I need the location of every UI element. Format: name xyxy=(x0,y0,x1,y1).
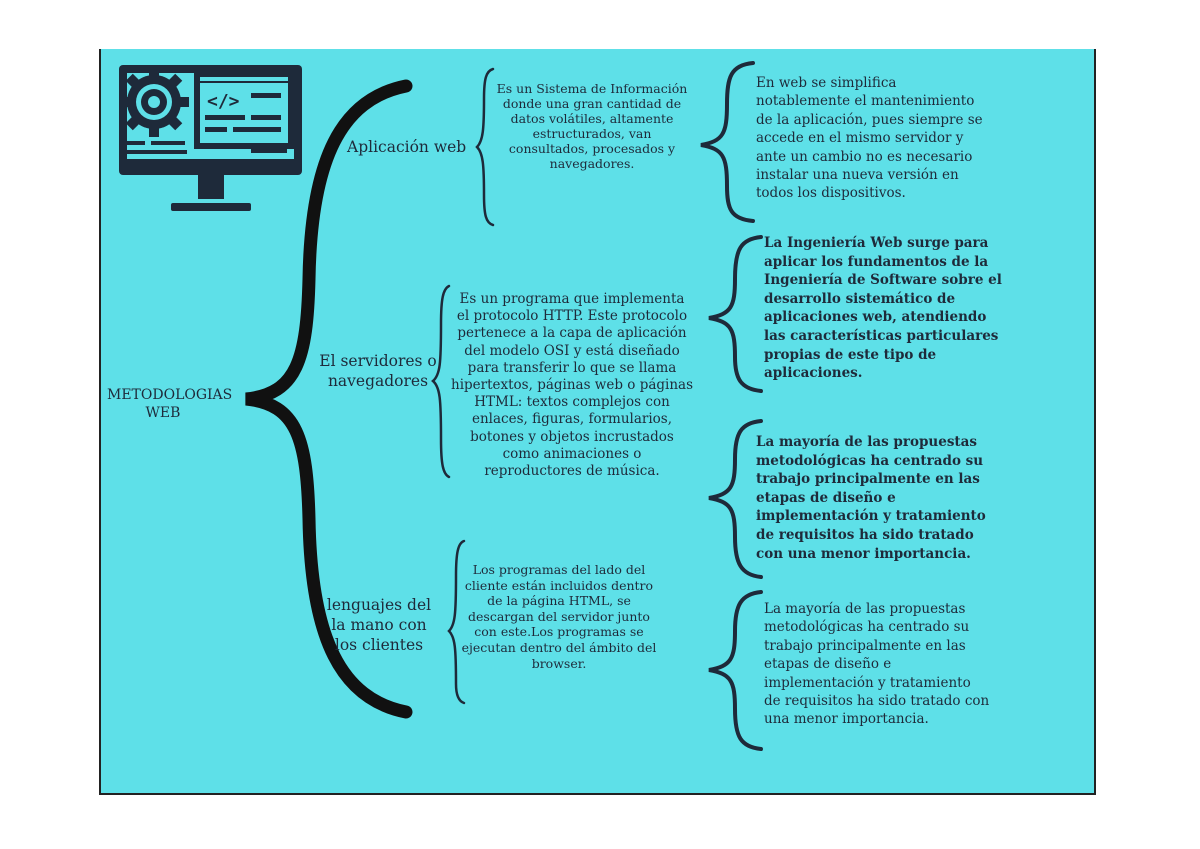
note-line: aplicaciones. xyxy=(764,365,863,382)
note-line: trabajo principalmente en las xyxy=(756,471,980,488)
note-line: las características particulares xyxy=(764,327,999,344)
brace-note-web xyxy=(701,63,753,221)
note-line: notablemente el mantenimiento xyxy=(756,93,975,110)
branch-label-line: El servidores o xyxy=(319,352,437,370)
note-line: de requisitos ha sido tratado xyxy=(756,526,974,543)
mind-map-board xyxy=(99,49,1096,795)
note-line: propias de este tipo de xyxy=(764,346,937,363)
description-line: con este.Los programas se xyxy=(474,624,644,640)
note-line: todos los dispositivos. xyxy=(756,185,906,202)
branch-label-line: Aplicación web xyxy=(347,138,467,156)
description-line: Es un Sistema de Información xyxy=(496,81,688,96)
note-mayoria xyxy=(764,600,989,729)
note-line: aplicar los fundamentos de la xyxy=(764,253,989,270)
description-line: datos volátiles, altamente xyxy=(510,111,674,126)
root-label-line: METODOLOGIAS xyxy=(107,387,233,403)
note-line: de la aplicación, pues siempre se xyxy=(756,111,983,128)
description-line: Los programas del lado del xyxy=(472,562,646,577)
branch-label-line: la mano con xyxy=(331,616,427,634)
note-mayoria-bold xyxy=(756,433,986,563)
note-web xyxy=(756,74,983,203)
description-line: HTML: textos complejos con xyxy=(474,394,670,411)
description-line: cliente están incluidos dentro xyxy=(464,577,654,593)
note-line: accede en el mismo servidor y xyxy=(756,130,964,147)
description-line: estructurados, van xyxy=(532,126,652,141)
description-line: de la página HTML, se xyxy=(487,593,631,609)
note-line: implementación y tratamiento xyxy=(756,508,986,525)
branch-label-line: navegadores xyxy=(327,372,429,390)
note-line: aplicaciones web, atendiendo xyxy=(764,309,987,326)
branch-label-line: lenguajes del xyxy=(326,596,432,614)
note-line: etapas de diseño e xyxy=(764,656,892,673)
note-line: etapas de diseño e xyxy=(756,489,896,506)
description-line: del modelo OSI y está diseñado xyxy=(464,342,680,359)
description-line: reproductores de música. xyxy=(484,463,660,480)
description-line: navegadores. xyxy=(549,156,635,171)
description-line: browser. xyxy=(531,655,587,671)
note-line: metodológicas ha centrado su xyxy=(764,619,970,636)
description-line: como animaciones o xyxy=(502,445,642,462)
svg-text:</>: </> xyxy=(207,91,240,112)
brace-note-mayoria xyxy=(709,592,761,749)
note-line: desarrollo sistemático de xyxy=(764,290,956,307)
note-line: trabajo principalmente en las xyxy=(764,637,966,654)
brace-note-ingenieria xyxy=(709,237,761,391)
description-server xyxy=(451,291,693,480)
note-line: implementación y tratamiento xyxy=(764,674,971,691)
branch-label-servidores xyxy=(313,351,443,391)
note-line: con una menor importancia. xyxy=(756,545,971,562)
branch-label-lenguajes xyxy=(323,595,435,655)
note-line: ante un cambio no es necesario xyxy=(756,148,973,165)
description-line: consultados, procesados y xyxy=(508,141,676,156)
description-line: hipertextos, páginas web o páginas xyxy=(451,377,694,394)
description-app xyxy=(489,81,695,171)
description-line: para transferir lo que se llama xyxy=(467,359,677,376)
description-line: descargan del servidor junto xyxy=(468,608,650,624)
description-line: botones y objetos incrustados xyxy=(470,428,674,445)
note-line: instalar una nueva versión en xyxy=(756,167,959,184)
description-line: donde una gran cantidad de xyxy=(502,96,682,111)
description-line: pertenece a la capa de aplicación xyxy=(457,325,687,342)
note-line: La mayoría de las propuestas xyxy=(756,434,977,450)
branch-label-line: los clientes xyxy=(334,636,424,654)
note-line: de requisitos ha sido tratado con xyxy=(764,693,990,710)
description-line: el protocolo HTTP. Este protocolo xyxy=(456,308,688,325)
note-line: En web se simplifica xyxy=(756,75,897,91)
root-label-line: WEB xyxy=(145,405,181,421)
note-line: una menor importancia. xyxy=(764,711,929,728)
note-ingenieria xyxy=(764,234,1002,383)
note-line: Ingeniería de Software sobre el xyxy=(764,272,1002,289)
note-line: La Ingeniería Web surge para xyxy=(764,235,989,251)
description-line: ejecutan dentro del ámbito del xyxy=(461,639,657,655)
branch-label-aplicacion-web xyxy=(347,137,466,157)
description-line: enlaces, figuras, formularios, xyxy=(471,411,673,428)
root-label xyxy=(107,386,233,422)
computer-code-gear-icon xyxy=(119,65,302,211)
note-line: metodológicas ha centrado su xyxy=(756,452,984,469)
description-client xyxy=(461,562,657,671)
description-line: Es un programa que implementa xyxy=(459,291,685,307)
brace-note-mayoria-bold xyxy=(709,421,761,577)
note-line: La mayoría de las propuestas xyxy=(764,601,966,617)
